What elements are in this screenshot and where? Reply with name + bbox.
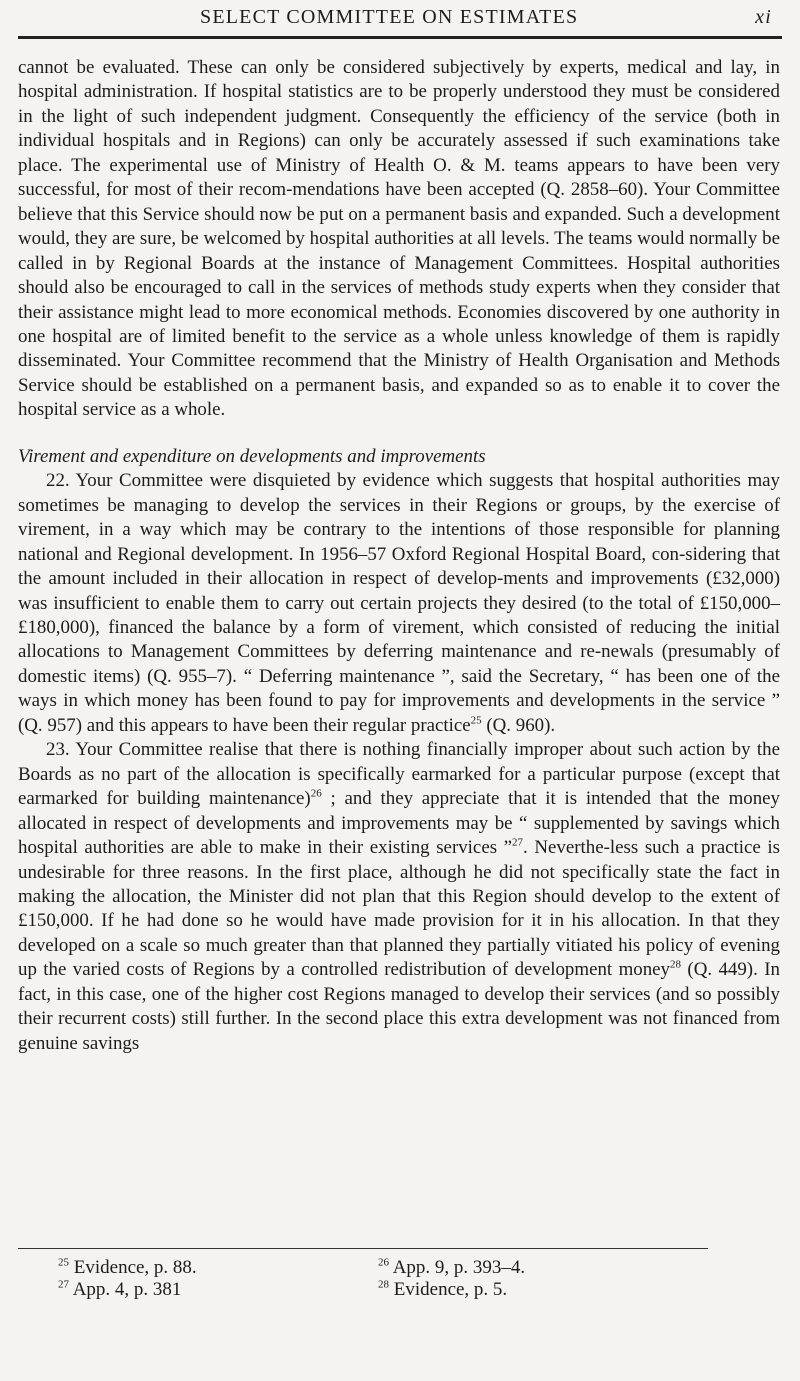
- footnote-number: 28: [378, 1278, 389, 1291]
- footnote-28: [378, 1278, 507, 1301]
- footnote-26: [378, 1256, 525, 1279]
- paragraph-23-part-c: . Neverthe-less such a practice is undesirable for three reasons. In the first place, although he did not specifically state the fact in making the allocation, the Minister did not plan that this Region should develop to the extent of £150,000. If he had done so he would have made provision for it in his allocation. In that they developed on a scale so much greater than that planned they partially vitiated his policy of evening up the varied costs of Regions by a controlled redistribution of development money: [18, 837, 781, 981]
- paragraph-22: [18, 469, 780, 738]
- paragraph-23-part-d: (Q. 449). In fact, in this case, one of the higher cost Regions managed to develop their services (and so possibly their recurrent costs) still further. In the second place this extra development was not financed from genuine savings: [18, 959, 780, 1054]
- footnote-number: 25: [58, 1256, 69, 1269]
- footnote-ref-27: 27: [512, 836, 524, 849]
- page-number: xi: [755, 6, 772, 28]
- running-header: [18, 4, 782, 34]
- footnote-27: [58, 1278, 181, 1301]
- footnote-text: Evidence, p. 88.: [69, 1257, 197, 1278]
- section-heading: Virement and expenditure on developments and improvements: [18, 445, 486, 467]
- header-title: SELECT COMMITTEE ON ESTIMATES: [200, 6, 579, 28]
- footnote-ref-26: 26: [310, 787, 322, 800]
- footnote-ref-28: 28: [669, 959, 681, 972]
- footnote-25: [58, 1256, 197, 1279]
- paragraph-23: [18, 738, 780, 1056]
- paragraph-22-text: 22. Your Committee were disquieted by evidence which suggests that hospital authorities may sometimes be managing to develop the services in their Regions or groups, by the exercise of virement, in a way which may be contrary to the intentions of those responsible for planning national and Regional development. In 1956–57 Oxford Regional Hospital Board, con-sidering that the amount included in their allocation in respect of develop-ments and improvements (£32,000) was insufficient to enable them to carry out certain projects they desired (to the total of £150,000–£180,000), financed the balance by a form of virement, which consisted of reducing the initial allocations to Management Committees by deferring maintenance and re-newals (presumably of domestic items) (Q. 955–7). “ Deferring maintenance ”, said the Secretary, “ has been one of the ways in which money has been found to pay for improvements and developments in the service ” (Q. 957) and this appears to have been their regular practice: [18, 470, 780, 736]
- body-text: [18, 56, 780, 1056]
- footnote-text: App. 9, p. 393–4.: [389, 1257, 526, 1278]
- footnote-text: Evidence, p. 5.: [389, 1279, 508, 1300]
- footnote-ref-25: 25: [470, 714, 482, 727]
- footnote-number: 26: [378, 1256, 389, 1269]
- footnote-text: App. 4, p. 381: [69, 1279, 182, 1300]
- footnote-number: 27: [58, 1278, 69, 1291]
- footnote-rule: [18, 1248, 708, 1249]
- paragraph-intro: cannot be evaluated. These can only be considered subjectively by experts, medical and lay, in hospital administration. If hospital statistics are to be properly understood they must be considered in the light of such independent judgment. Consequently the efficiency of the service (both in individual hospitals and in Regions) can only be accurately assessed if such examinations take place. The experimental use of Ministry of Health O. & M. teams appears to have been very successful, for most of their recom-mendations have been accepted (Q. 2858–60). Your Committee believe that this Service should now be put on a permanent basis and expanded. Such a development would, they are sure, be welcomed by hospital authorities at all levels. The teams would normally be called in by Regional Boards at the instance of Management Committees. Hospital authorities should also be encouraged to call in the services of methods study experts when they consider that their assistance might lead to more economical methods. Economies discovered by one authority in one hospital are of limited benefit to the service as a whole unless knowledge of them is rapidly disseminated. Your Committee recommend that the Ministry of Health Organisation and Methods Service should be established on a permanent basis, and expanded so as to enable it to cover the hospital service as a whole.: [18, 57, 780, 421]
- paragraph-22-tail: (Q. 960).: [481, 714, 556, 736]
- paragraph-23-part-b: ; and they appreciate that it is intended that the money allocated in respect of developments and improvements may be “ supplemented by savings which hospital authorities are able to make in their existing services ”: [18, 788, 780, 859]
- paragraph-23-part-a: 23. Your Committee realise that there is nothing financially improper about such action by the Boards as no part of the allocation is specifically earmarked for a particular purpose (except that earmarked for building maintenance): [18, 739, 780, 810]
- header-rule: [18, 36, 782, 39]
